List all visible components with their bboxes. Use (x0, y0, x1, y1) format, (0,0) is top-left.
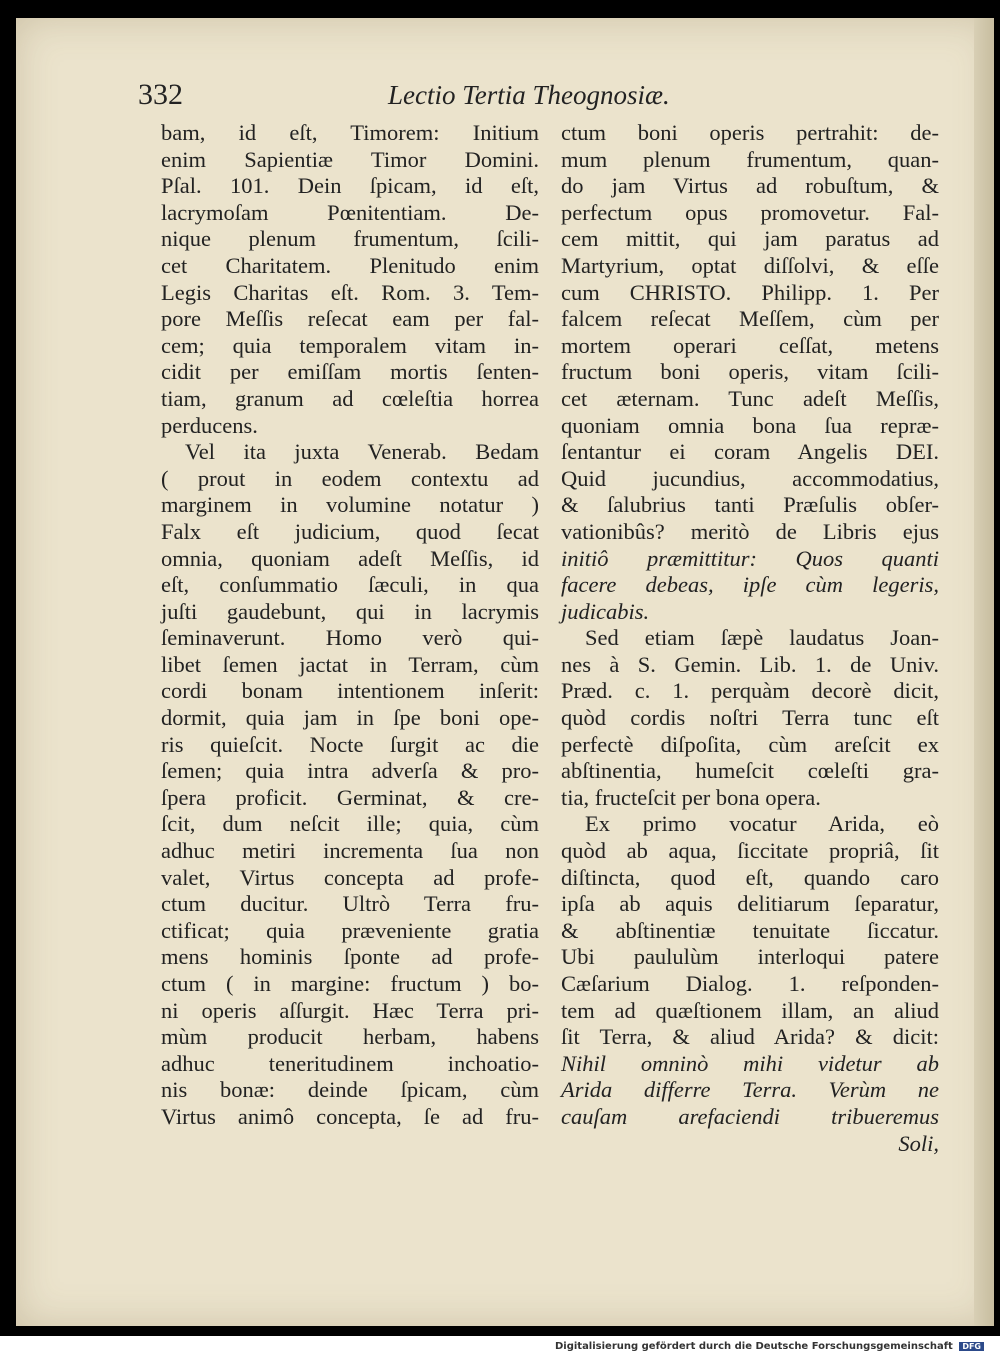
text-line: adhuc teneritudinem inchoatio- (161, 1050, 539, 1076)
credit-text: Digitalisierung gefördert durch die Deutsche Forschungsgemeinschaft (554, 1341, 953, 1352)
text-line: ris quieſcit. Nocte ſurgit ac die (161, 731, 539, 757)
text-line: Martyrium, optat diſſolvi, & eſſe (561, 252, 939, 278)
text-line: ctificat; quia præveniente gratia (161, 917, 539, 943)
text-line: enim Sapientiæ Timor Domini. (161, 146, 539, 172)
text-line: tem ad quæſtionem illam, an aliud (561, 997, 939, 1023)
text-line: Ubi paululùm interloqui patere (561, 944, 939, 970)
text-line: quòd ab aqua, ſiccitate propriâ, ſit (561, 838, 939, 864)
text-line: ſcit, dum neſcit ille; quia, cùm (161, 811, 539, 837)
text-line: nique plenum frumentum, ſcili- (161, 226, 539, 252)
text-line: cauſam arefaciendi tribueremus (561, 1103, 939, 1129)
text-line: Nihil omninò mihi videtur ab (561, 1050, 939, 1076)
catchword: Soli, (898, 1130, 939, 1156)
text-line: Præd. c. 1. perquàm decorè dicit, (561, 678, 939, 704)
text-line: ctum ducitur. Ultrò Terra fru- (161, 891, 539, 917)
text-line: mùm producit herbam, habens (161, 1024, 539, 1050)
text-line: mens hominis ſponte ad profe- (161, 944, 539, 970)
text-line: quoniam omnia bona ſua repræ- (561, 412, 939, 438)
text-line: Vel ita juxta Venerab. Bedam (185, 439, 539, 465)
text-line: ſeminaverunt. Homo verò qui- (161, 625, 539, 651)
text-line: quòd cordis noſtri Terra tunc eſt (561, 705, 939, 731)
text-line: Falx eſt judicium, quod ſecat (161, 518, 539, 544)
text-line: Ex primo vocatur Arida, eò (585, 811, 939, 837)
text-line: ipſa ab aquis delitiarum ſeparatur, (561, 891, 939, 917)
running-title: Lectio Tertia Theognosiæ. (388, 80, 670, 110)
right-text-column (561, 120, 939, 1157)
text-line: falcem reſecat Meſſem, cùm per (561, 306, 939, 332)
text-line: Virtus animô concepta, ſe ad fru- (161, 1103, 539, 1129)
text-line: perfectè diſpoſita, cùm areſcit ex (561, 731, 939, 757)
dfg-logo: DFG (959, 1342, 984, 1351)
left-text-column (161, 120, 539, 1131)
text-line: dormit, quia jam in ſpe boni ope- (161, 705, 539, 731)
text-line: cem; quia temporalem vitam in- (161, 332, 539, 358)
text-line: Cæſarium Dialog. 1. reſponden- (561, 971, 939, 996)
text-line: lacrymoſam Pœnitentiam. De- (161, 199, 539, 225)
text-line: ni operis aſſurgit. Hæc Terra pri- (161, 997, 539, 1023)
text-line: tiam, granum ad cœleſtia horrea (161, 385, 539, 411)
text-line: cet Charitatem. Plenitudo enim (161, 252, 539, 278)
text-line: fructum boni operis, vitam ſcili- (561, 359, 939, 385)
text-line: abſtinentia, humeſcit cœleſti gra- (561, 758, 939, 784)
text-line: Sed etiam ſæpè laudatus Joan- (585, 625, 939, 651)
text-line: eſt, conſummatio ſæculi, in qua (161, 572, 539, 598)
text-line: judicabis. (561, 598, 650, 624)
text-line: cordi bonam intentionem inſerit: (161, 678, 539, 704)
text-line: facere debeas, ipſe cùm legeris, (561, 572, 939, 598)
text-line: Legis Charitas eſt. Rom. 3. Tem- (161, 279, 539, 305)
text-line: cidit per emiſſam mortis ſenten- (161, 359, 539, 385)
text-line: adhuc metiri incrementa ſua non (161, 838, 539, 864)
text-line: vationibûs? meritò de Libris ejus (561, 518, 939, 544)
text-line: Quid jucundius, accommodatius, (561, 465, 939, 491)
text-line: ſpera proficit. Germinat, & cre- (161, 784, 539, 810)
text-line: nis bonæ: deinde ſpicam, cùm (161, 1077, 539, 1103)
text-line: libet ſemen jactat in Terram, cùm (161, 651, 539, 677)
text-line: cet æternam. Tunc adeſt Meſſis, (561, 385, 939, 411)
text-line: valet, Virtus concepta ad profe- (161, 864, 539, 890)
text-line: tia, fructeſcit per bona opera. (561, 784, 821, 810)
text-line: ctum ( in margine: fructum ) bo- (161, 971, 539, 996)
page-header (138, 70, 698, 120)
text-line: nes à S. Gemin. Lib. 1. de Univ. (561, 651, 939, 677)
text-line: Pſal. 101. Dein ſpicam, id eſt, (161, 173, 539, 199)
text-line: & ſalubrius tanti Præſulis obſer- (561, 492, 939, 518)
text-line: ſemen; quia intra adverſa & pro- (161, 758, 539, 784)
text-line: ctum boni operis pertrahit: de- (561, 120, 939, 145)
text-line: perfectum opus promovetur. Fal- (561, 199, 939, 225)
text-line: & abſtinentiæ tenuitate ſiccatur. (561, 917, 939, 943)
text-line: pore Meſſis reſecat eam per fal- (161, 306, 539, 332)
text-line: diſtincta, quod eſt, quando caro (561, 864, 939, 890)
text-line: bam, id eſt, Timorem: Initium (161, 120, 539, 145)
text-line: juſti gaudebunt, qui in lacrymis (161, 598, 539, 624)
text-line: cum CHRISTO. Philipp. 1. Per (561, 279, 939, 305)
text-line: mum plenum frumentum, quan- (561, 146, 939, 172)
text-line: perducens. (161, 412, 258, 438)
text-line: omnia, quoniam adeſt Meſſis, id (161, 545, 539, 571)
text-line: ſentantur ei coram Angelis DEI. (561, 439, 939, 465)
text-line: marginem in volumine notatur ) (161, 492, 539, 518)
text-line: ſit Terra, & aliud Arida? & dicit: (561, 1024, 939, 1050)
text-line: Arida differre Terra. Verùm ne (561, 1077, 939, 1103)
text-line: cem mittit, qui jam paratus ad (561, 226, 939, 252)
page-edge (974, 18, 994, 1326)
page-number: 332 (138, 78, 183, 111)
text-line: mortem operari ceſſat, metens (561, 332, 939, 358)
text-line: initiô præmittitur: Quos quanti (561, 545, 939, 571)
text-line: ( prout in eodem contextu ad (161, 465, 539, 491)
text-line: do jam Virtus ad robuſtum, & (561, 173, 939, 199)
digitization-credit (555, 1341, 984, 1352)
